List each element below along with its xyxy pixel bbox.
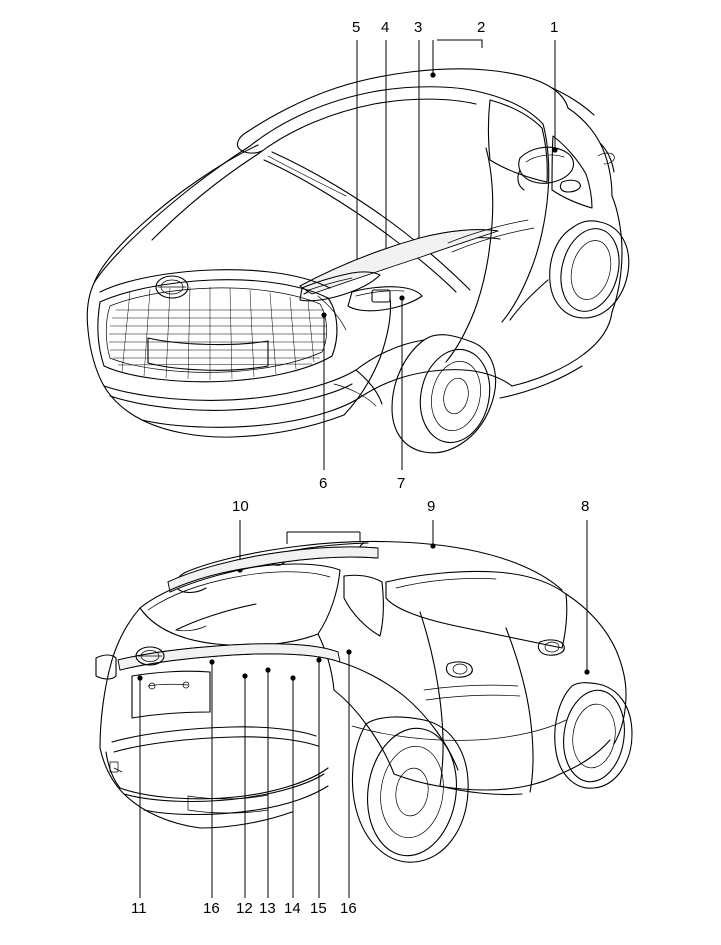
rear-three-quarter-view bbox=[0, 500, 721, 945]
callout-4-front: 4 bbox=[381, 19, 390, 36]
grille-mesh bbox=[109, 287, 327, 380]
callout-3-front: 3 bbox=[414, 19, 423, 36]
callout-7-front: 7 bbox=[397, 475, 406, 492]
callout-6-front: 6 bbox=[319, 475, 328, 492]
callout-8-rear: 8 bbox=[581, 498, 590, 515]
callout-10-rear: 10 bbox=[232, 498, 249, 515]
vehicle-rear-body-outline bbox=[96, 541, 632, 862]
callout-15-rear: 15 bbox=[310, 900, 327, 917]
leader-lines-front bbox=[321, 40, 557, 470]
callout-11-rear: 11 bbox=[131, 900, 147, 917]
callout-13-rear: 13 bbox=[259, 900, 276, 917]
callout-16-left-rear: 16 bbox=[203, 900, 220, 917]
callout-16-right-rear: 16 bbox=[340, 900, 357, 917]
vehicle-front-body-outline bbox=[87, 69, 629, 453]
callout-5-front: 5 bbox=[352, 19, 361, 36]
callout-14-rear: 14 bbox=[284, 900, 301, 917]
callout-9-rear: 9 bbox=[427, 498, 436, 515]
callout-2-front: 2 bbox=[477, 19, 486, 36]
callout-1-front: 1 bbox=[550, 19, 559, 36]
callout-12-rear: 12 bbox=[236, 900, 253, 917]
